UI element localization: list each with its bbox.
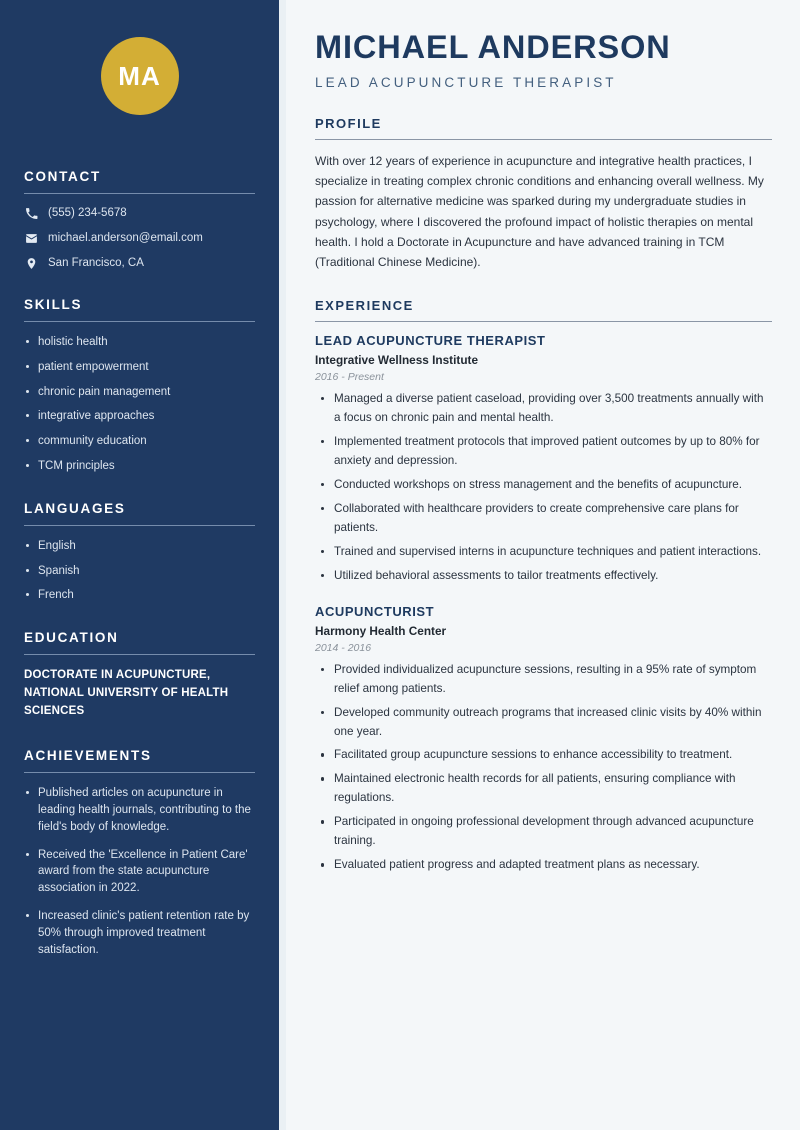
job-dates: 2014 - 2016 xyxy=(315,641,372,654)
contact-phone-row[interactable] xyxy=(24,206,255,220)
list-item: Provided individualized acupuncture sessions, resulting in a 95% rate of symptom relief among patients. xyxy=(315,661,772,699)
job-dates: 2016 - Present xyxy=(315,371,384,384)
profile-heading: PROFILE xyxy=(315,116,382,132)
list-item: Received the 'Excellence in Patient Care' award from the state acupuncture association in 2022. xyxy=(24,847,255,898)
job-company: Harmony Health Center xyxy=(315,623,447,638)
phone-icon xyxy=(24,206,38,220)
contact-phone-value: (555) 234-5678 xyxy=(48,207,127,219)
list-item: patient empowerment xyxy=(24,359,255,375)
job-bullet-list xyxy=(315,661,772,876)
list-item: Collaborated with healthcare providers to create comprehensive care plans for patients. xyxy=(315,500,772,538)
sidebar xyxy=(0,0,279,1130)
list-item: Implemented treatment protocols that improved patient outcomes by up to 80% for anxiety and depression. xyxy=(315,433,772,471)
job-title: ACUPUNCTURIST xyxy=(315,603,435,619)
list-item: Utilized behavioral assessments to tailor treatments effectively. xyxy=(315,567,772,586)
list-item: Developed community outreach programs that increased clinic visits by 40% within one year. xyxy=(315,704,772,742)
list-item: Evaluated patient progress and adapted treatment plans as necessary. xyxy=(315,856,772,875)
profile-divider xyxy=(315,139,772,140)
skills-section xyxy=(24,297,255,474)
list-item: Managed a diverse patient caseload, providing over 3,500 treatments annually with a focus on chronic pain and mental health. xyxy=(315,390,772,428)
experience-divider xyxy=(315,321,772,322)
list-item: Published articles on acupuncture in leading health journals, contributing to the field's body of knowledge. xyxy=(24,785,255,836)
contact-heading: CONTACT xyxy=(24,169,101,184)
list-item: English xyxy=(24,538,255,554)
list-item: Maintained electronic health records for all patients, ensuring compliance with regulations. xyxy=(315,770,772,808)
languages-section xyxy=(24,501,255,603)
list-item: chronic pain management xyxy=(24,384,255,400)
experience-entry xyxy=(315,604,772,876)
skills-heading: SKILLS xyxy=(24,297,83,312)
page-title: MICHAEL ANDERSON xyxy=(315,29,671,65)
avatar-container xyxy=(24,0,255,115)
main-content xyxy=(286,0,800,1130)
languages-divider xyxy=(24,525,255,526)
list-item: TCM principles xyxy=(24,458,255,474)
education-divider xyxy=(24,654,255,655)
contact-section xyxy=(24,169,255,270)
map-pin-icon xyxy=(24,256,38,270)
education-degree: DOCTORATE IN ACUPUNCTURE, NATIONAL UNIVERSITY OF HEALTH SCIENCES xyxy=(24,669,229,718)
skills-divider xyxy=(24,321,255,322)
profile-text: With over 12 years of experience in acupuncture and integrative health practices, I specialize in treating complex chronic conditions and enhancing overall wellness. My passion for alternative medicine was sparked during my undergraduate studies in psychology, where I discovered the profound impact of holistic therapies on mental health. I hold a Doctorate in Acupuncture and have advanced training in TCM (Traditional Chinese Medicine). xyxy=(315,154,764,269)
achievements-divider xyxy=(24,772,255,773)
experience-entry xyxy=(315,333,772,586)
list-item: Increased clinic's patient retention rate by 50% through improved treatment satisfaction. xyxy=(24,908,255,959)
education-section xyxy=(24,630,255,720)
contact-divider xyxy=(24,193,255,194)
achievements-section xyxy=(24,748,255,959)
languages-list xyxy=(24,538,255,603)
job-company: Integrative Wellness Institute xyxy=(315,353,479,368)
avatar-initials: MA xyxy=(101,37,179,115)
list-item: Participated in ongoing professional development through advanced acupuncture training. xyxy=(315,813,772,851)
education-heading: EDUCATION xyxy=(24,630,119,646)
contact-email-row[interactable] xyxy=(24,231,255,245)
list-item: French xyxy=(24,587,255,603)
list-item: Trained and supervised interns in acupuncture techniques and patient interactions. xyxy=(315,543,772,562)
list-item: holistic health xyxy=(24,334,255,350)
achievements-list xyxy=(24,785,255,959)
list-item: community education xyxy=(24,433,255,449)
skills-list xyxy=(24,334,255,474)
list-item: Facilitated group acupuncture sessions to enhance accessibility to treatment. xyxy=(315,746,772,765)
experience-heading: EXPERIENCE xyxy=(315,298,414,314)
envelope-icon xyxy=(24,231,38,245)
list-item: integrative approaches xyxy=(24,408,255,424)
contact-email-value: michael.anderson@email.com xyxy=(48,232,203,244)
languages-heading: LANGUAGES xyxy=(24,501,126,517)
experience-section xyxy=(315,298,772,875)
contact-location-row xyxy=(24,256,255,270)
list-item: Spanish xyxy=(24,563,255,579)
contact-location-value: San Francisco, CA xyxy=(48,257,144,269)
achievements-heading: ACHIEVEMENTS xyxy=(24,747,152,763)
list-item: Conducted workshops on stress management and the benefits of acupuncture. xyxy=(315,476,772,495)
profile-section xyxy=(315,116,772,272)
sidebar-separator xyxy=(279,0,286,1130)
job-title: LEAD ACUPUNCTURE THERAPIST xyxy=(315,333,546,349)
job-role-subtitle: LEAD ACUPUNCTURE THERAPIST xyxy=(315,75,617,91)
job-bullet-list xyxy=(315,390,772,586)
